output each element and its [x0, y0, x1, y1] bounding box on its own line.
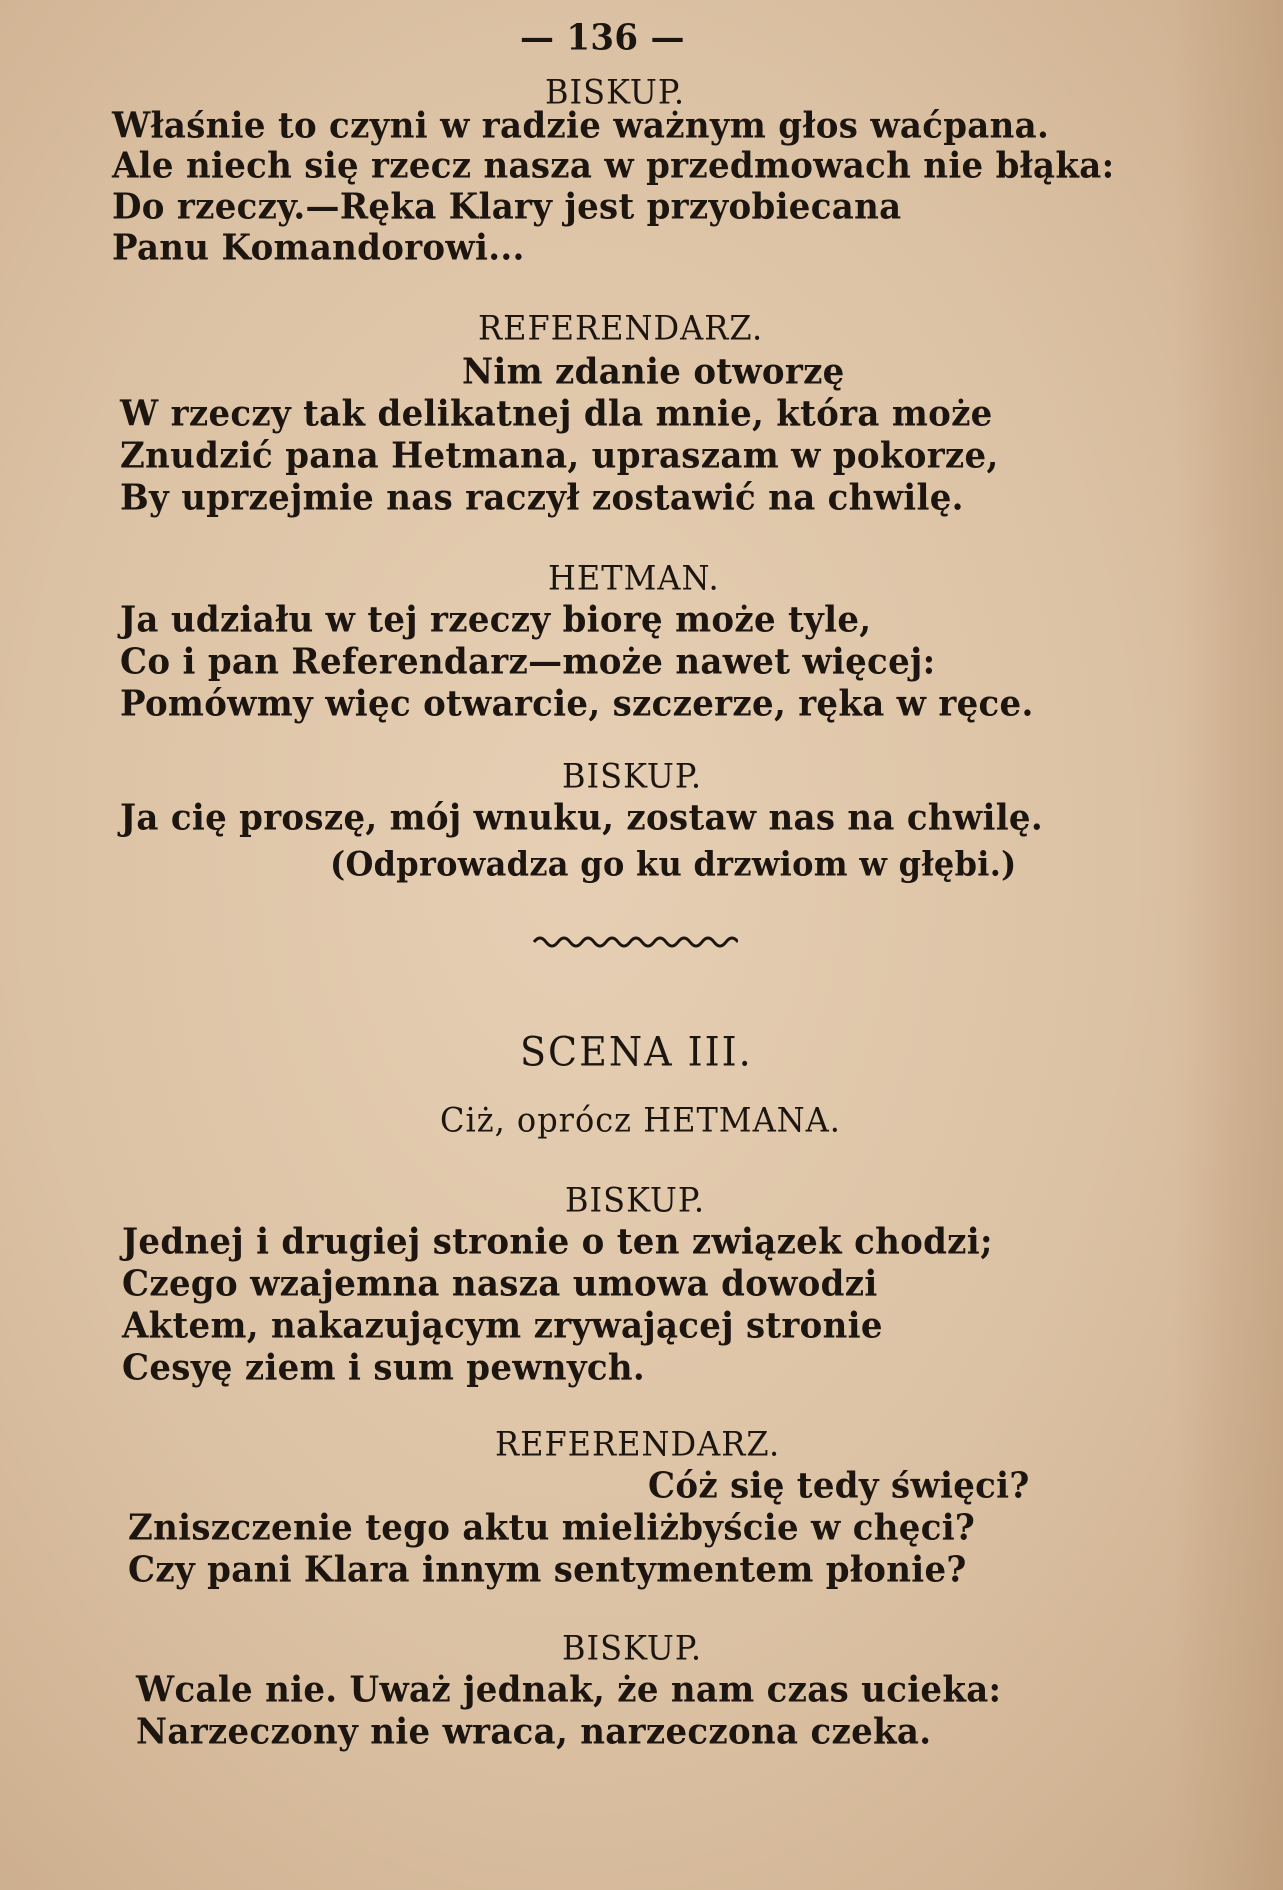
- verse-line: Co i pan Referendarz—może nawet więcej:: [120, 641, 936, 683]
- verse-line: Wcale nie. Uważ jednak, że nam czas ucieka:: [136, 1669, 1002, 1711]
- verse-line: Narzeczony nie wraca, narzeczona czeka.: [136, 1711, 932, 1753]
- verse-line: Panu Komandorowi...: [112, 227, 525, 269]
- scene-cast: Ciż, oprócz HETMANA.: [440, 1100, 841, 1140]
- verse-line: Ale niech się rzecz nasza w przedmowach nie błąka:: [112, 145, 1115, 187]
- verse-line: Jednej i drugiej stronie o ten związek chodzi;: [122, 1221, 993, 1263]
- stage-direction: (Odprowadza go ku drzwiom w głębi.): [330, 844, 1017, 884]
- speaker-referendarz: REFERENDARZ.: [495, 1424, 781, 1464]
- speaker-biskup: BISKUP.: [562, 1628, 703, 1668]
- speaker-biskup: BISKUP.: [562, 756, 703, 796]
- verse-line: Właśnie to czyni w radzie ważnym głos waćpana.: [112, 105, 1050, 147]
- verse-line: Znudzić pana Hetmana, upraszam w pokorze,: [120, 435, 999, 477]
- verse-line: Czy pani Klara innym sentymentem płonie?: [128, 1549, 967, 1591]
- verse-line: Do rzeczy.—Ręka Klary jest przyobiecana: [112, 186, 902, 228]
- verse-line: Nim zdanie otworzę: [462, 351, 845, 393]
- speaker-biskup: BISKUP.: [565, 1180, 706, 1220]
- page-edge-shadow: [1173, 0, 1283, 1890]
- verse-line: W rzeczy tak delikatnej dla mnie, która może: [120, 393, 993, 435]
- verse-line: Pomówmy więc otwarcie, szczerze, ręka w ręce.: [120, 683, 1034, 725]
- speaker-biskup: BISKUP.: [545, 72, 686, 112]
- speaker-referendarz: REFERENDARZ.: [478, 308, 764, 348]
- verse-line: Cesyę ziem i sum pewnych.: [122, 1347, 646, 1389]
- verse-line: Cóż się tedy święci?: [648, 1465, 1030, 1507]
- page-number: — 136 —: [520, 17, 685, 59]
- verse-line: By uprzejmie nas raczył zostawić na chwilę.: [120, 477, 964, 519]
- scene-title: SCENA III.: [520, 1028, 753, 1076]
- wavy-divider-ornament: [532, 930, 738, 952]
- verse-line: Aktem, nakazującym zrywającej stronie: [122, 1305, 883, 1347]
- verse-line: Ja cię proszę, mój wnuku, zostaw nas na chwilę.: [120, 797, 1043, 839]
- verse-line: Ja udziału w tej rzeczy biorę może tyle,: [120, 599, 872, 641]
- verse-line: Czego wzajemna nasza umowa dowodzi: [122, 1263, 878, 1305]
- speaker-hetman: HETMAN.: [548, 558, 720, 598]
- verse-line: Zniszczenie tego aktu mieliżbyście w chęci?: [128, 1507, 976, 1549]
